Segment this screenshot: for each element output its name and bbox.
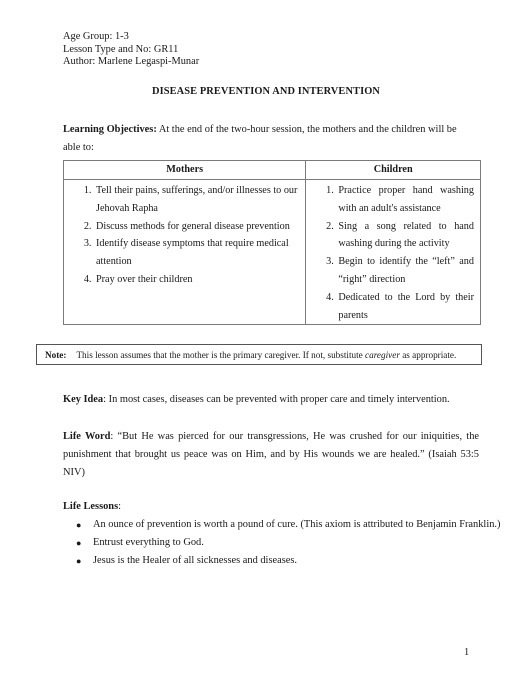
note-label: Note: [45,350,67,360]
life-lessons-heading [63,498,479,516]
page-title: DISEASE PREVENTION AND INTERVENTION [151,86,381,97]
list-item: 1. Tell their pains, sufferings, and/or illnesses to our Jehovah Rapha [94,182,299,218]
list-item: 2. Sing a song related to hand washing during the activity [336,218,474,254]
key-idea-label: Key Idea [63,394,104,405]
bullet-icon: ● [76,538,82,549]
list-item: 4. Pray over their children [94,271,299,289]
objectives-text: At the end of the two-hour session, the mothers and the children will be able to: [63,124,457,153]
list-item [76,534,509,552]
life-word-label: Life Word [63,431,111,442]
lesson-type: Lesson Type and No: GR11 [63,43,179,55]
mothers-cell [64,180,306,325]
page-number: 1 [464,647,470,658]
lesson-text: Jesus is the Healer of all sicknesses and diseases. [93,555,298,567]
bullet-icon: ● [76,556,82,567]
objectives-label: Learning Objectives: [63,124,157,135]
list-item [76,552,509,570]
list-item: 1. Practice proper hand washing with an adult's assistance [336,182,474,218]
key-idea [63,391,479,409]
lesson-meta [63,31,199,69]
life-lessons-suffix: : [118,501,122,512]
list-item: 4. Dedicated to the Lord by their parents [336,289,474,325]
mothers-header: Mothers [64,161,306,180]
age-group: Age Group: 1-3 [63,31,129,42]
mothers-list [70,182,299,289]
children-list [312,182,474,324]
lesson-text: An ounce of prevention is worth a pound of cure. (This axiom is attributed to Benjamin Franklin.) [93,519,501,530]
children-header: Children [306,161,481,180]
note-box [36,344,482,365]
life-lessons-list [63,516,509,571]
author: Author: Marlene Legaspi-Munar [63,56,200,68]
note-text-after: as appropriate. [399,350,457,360]
note-text-before: This lesson assumes that the mother is the primary caregiver. If not, substitute [76,350,366,360]
objectives-table [63,160,481,325]
key-idea-text: : In most cases, diseases can be prevented with proper care and timely intervention. [103,394,450,405]
life-word-text: : “But He was pierced for our transgressions, He was crushed for our iniquities, the punishment that brought us peace was on Him, and by His wounds we are healed.” (Isaiah 53:5 NIV) [63,431,479,478]
life-lessons-label: Life Lessons [63,501,119,512]
children-cell [306,180,481,325]
list-item [76,516,509,534]
list-item: 3. Identify disease symptoms that require medical attention [94,235,299,271]
lesson-text: Entrust everything to God. [93,537,204,549]
note-italic: caregiver [365,350,400,360]
list-item: 2. Discuss methods for general disease prevention [94,218,299,236]
learning-objectives [63,121,475,157]
bullet-icon: ● [76,520,82,530]
list-item: 3. Begin to identify the “left” and “right” direction [336,253,474,289]
life-word [63,428,479,482]
